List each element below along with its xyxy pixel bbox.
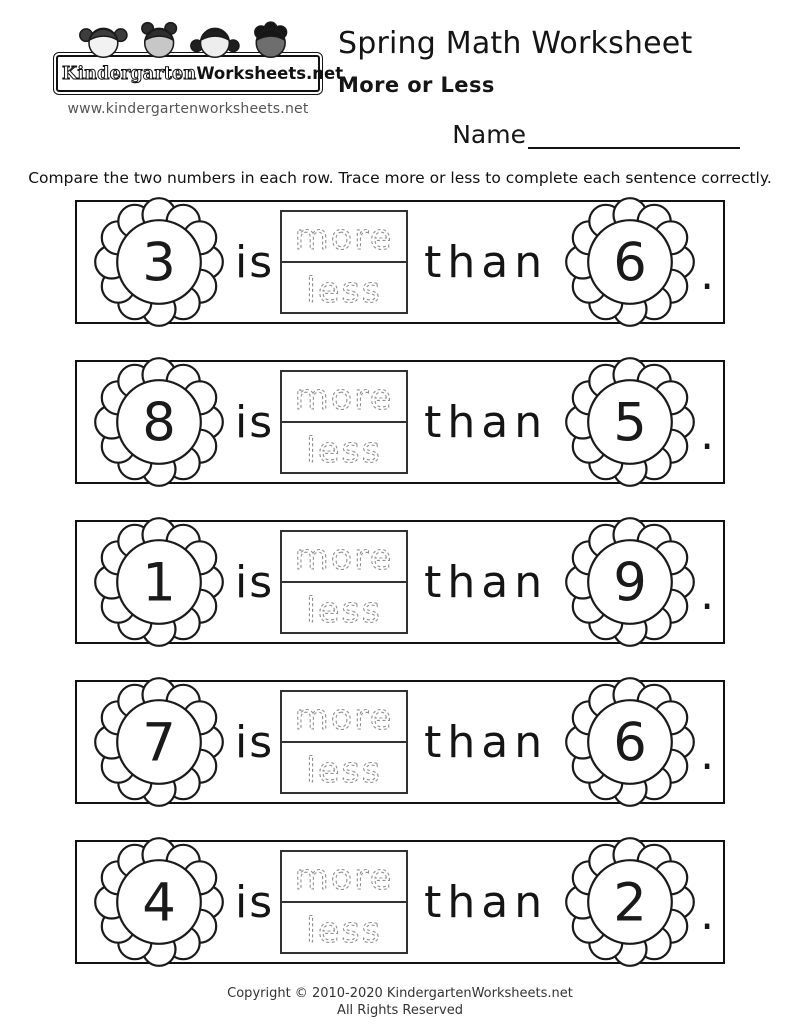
than-label: than	[424, 716, 549, 768]
name-label: Name	[452, 120, 526, 149]
right-number-flower	[564, 356, 696, 488]
period-label: .	[700, 408, 715, 460]
title-block	[338, 26, 692, 97]
is-label: is	[235, 396, 275, 448]
logo-brand-rest: Worksheets.net	[196, 64, 344, 83]
than-label: than	[424, 396, 549, 448]
left-number-flower	[93, 196, 225, 328]
left-number: 1	[142, 552, 176, 614]
trace-more-less-box	[280, 850, 408, 954]
instructions-text: Compare the two numbers in each row. Trace more or less to complete each sentence correctly.	[28, 169, 772, 187]
right-number-flower	[564, 196, 696, 328]
right-number-flower	[564, 836, 696, 968]
kids-faces-icon	[72, 14, 304, 64]
trace-more-less-box	[280, 530, 408, 634]
worksheet-header	[0, 0, 800, 200]
trace-word-more: more	[294, 858, 394, 898]
worksheet-row-1	[75, 200, 725, 324]
left-number: 3	[142, 232, 176, 294]
trace-more-less-box	[280, 370, 408, 474]
right-number-flower	[564, 676, 696, 808]
is-label: is	[235, 716, 275, 768]
name-field	[452, 120, 740, 149]
logo-brand-first: Kindergarten	[62, 64, 197, 84]
period-label: .	[700, 568, 715, 620]
trace-word-less: less	[306, 431, 383, 471]
left-number-flower	[93, 676, 225, 808]
rights-text: All Rights Reserved	[337, 1002, 463, 1018]
trace-word-less: less	[306, 271, 383, 311]
worksheet-rows	[0, 200, 800, 964]
name-blank-line	[528, 122, 740, 149]
trace-more-less-box	[280, 690, 408, 794]
worksheet-row-3	[75, 520, 725, 644]
period-label: .	[700, 888, 715, 940]
right-number: 9	[613, 552, 647, 614]
period-label: .	[700, 248, 715, 300]
is-label: is	[235, 556, 275, 608]
than-label: than	[424, 876, 549, 928]
page-subtitle: More or Less	[338, 73, 495, 97]
worksheet-row-4	[75, 680, 725, 804]
right-number: 5	[613, 392, 647, 454]
trace-word-more: more	[294, 378, 394, 418]
right-number: 2	[613, 872, 647, 934]
left-number: 7	[142, 712, 176, 774]
trace-word-more: more	[294, 218, 394, 258]
worksheet-footer	[0, 986, 800, 1020]
copyright-text: Copyright © 2010-2020 KindergartenWorksheets.net	[227, 986, 573, 1001]
right-number: 6	[613, 712, 647, 774]
site-logo	[56, 14, 344, 117]
left-number-flower	[93, 836, 225, 968]
period-label: .	[700, 728, 715, 780]
trace-word-more: more	[294, 538, 394, 578]
trace-word-less: less	[306, 751, 383, 791]
worksheet-row-5	[75, 840, 725, 964]
page-title: Spring Math Worksheet	[338, 26, 693, 61]
left-number: 4	[142, 872, 176, 934]
is-label: is	[235, 236, 275, 288]
trace-word-less: less	[306, 911, 383, 951]
left-number-flower	[93, 516, 225, 648]
worksheet-row-2	[75, 360, 725, 484]
left-number-flower	[93, 356, 225, 488]
right-number-flower	[564, 516, 696, 648]
trace-word-more: more	[294, 698, 394, 738]
is-label: is	[235, 876, 275, 928]
than-label: than	[424, 556, 549, 608]
trace-word-less: less	[306, 591, 383, 631]
site-url: www.kindergartenworksheets.net	[67, 101, 309, 117]
than-label: than	[424, 236, 549, 288]
left-number: 8	[142, 392, 176, 454]
trace-more-less-box	[280, 210, 408, 314]
right-number: 6	[613, 232, 647, 294]
